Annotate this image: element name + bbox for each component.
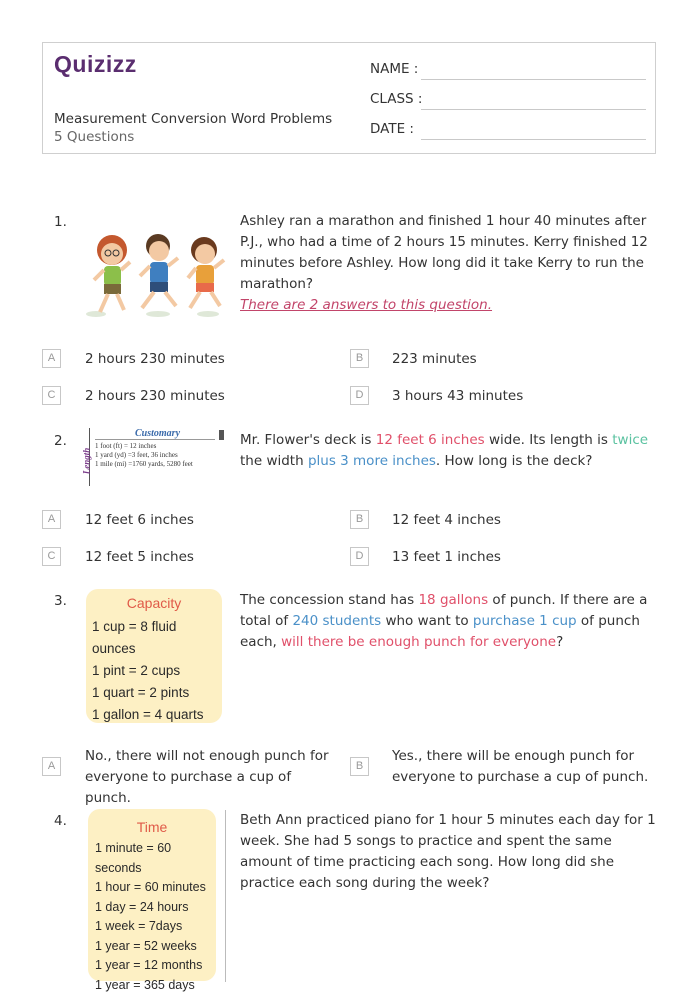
conversion-line: 1 mile (mi) =1760 yards, 5280 feet bbox=[95, 460, 193, 469]
capacity-conversions bbox=[86, 616, 222, 726]
length-conversions bbox=[95, 442, 193, 469]
quizizz-logo: Quizizz bbox=[54, 51, 137, 78]
option-letter-a[interactable]: A bbox=[42, 510, 61, 529]
option-letter-b[interactable]: B bbox=[350, 349, 369, 368]
option-text[interactable]: 13 feet 1 inches bbox=[392, 547, 501, 568]
conversion-line: 1 quart = 2 pints bbox=[92, 682, 222, 704]
option-letter-a[interactable]: A bbox=[42, 349, 61, 368]
pencil-icon bbox=[219, 430, 224, 440]
option-letter-c[interactable]: C bbox=[42, 386, 61, 405]
q2-text-3: wide. Its length is bbox=[485, 432, 613, 448]
time-conversions bbox=[88, 839, 216, 995]
q3-text-3: who want to bbox=[381, 613, 473, 629]
date-field[interactable] bbox=[421, 139, 646, 140]
conversion-line: 1 year = 365 days bbox=[95, 976, 216, 995]
highlight-twice: twice bbox=[612, 432, 648, 448]
conversion-line: 1 year = 52 weeks bbox=[95, 937, 216, 957]
conversion-line: 1 cup = 8 fluid ounces bbox=[92, 616, 222, 660]
option-letter-d[interactable]: D bbox=[350, 547, 369, 566]
date-label: DATE : bbox=[370, 121, 414, 137]
conversion-line: 1 week = 7days bbox=[95, 917, 216, 937]
question-text bbox=[240, 590, 660, 653]
customary-length-chart bbox=[85, 428, 231, 488]
question-text bbox=[240, 211, 660, 316]
running-kids-illustration bbox=[80, 210, 230, 322]
time-title: Time bbox=[88, 819, 216, 835]
capacity-card bbox=[86, 589, 222, 723]
time-card bbox=[88, 809, 216, 981]
question-text: Beth Ann practiced piano for 1 hour 5 minutes each day for 1 week. She had 5 songs to practice and spent the same amount of time practicing each song. How long did she practice each song during the week? bbox=[240, 810, 660, 894]
option-text[interactable]: 3 hours 43 minutes bbox=[392, 386, 523, 407]
conversion-line: 1 year = 12 months bbox=[95, 956, 216, 976]
question-number: 2. bbox=[54, 433, 67, 449]
name-label: NAME : bbox=[370, 61, 418, 77]
option-letter-d[interactable]: D bbox=[350, 386, 369, 405]
option-text[interactable] bbox=[85, 746, 340, 809]
highlight-plus-3: plus 3 more inches bbox=[308, 453, 436, 469]
conversion-line: 1 foot (ft) = 12 inches bbox=[95, 442, 193, 451]
option-line: everyone to purchase a cup of punch. bbox=[85, 767, 340, 809]
worksheet-title: Measurement Conversion Word Problems bbox=[54, 111, 332, 127]
option-letter-a[interactable]: A bbox=[42, 757, 61, 776]
question-number: 3. bbox=[54, 593, 67, 609]
image-divider bbox=[225, 810, 226, 982]
conversion-line: 1 gallon = 4 quarts bbox=[92, 704, 222, 726]
highlight-6-inches: 6 inches bbox=[428, 432, 485, 448]
option-text[interactable]: 12 feet 6 inches bbox=[85, 510, 194, 531]
question-count: 5 Questions bbox=[54, 129, 134, 145]
worksheet-header bbox=[42, 42, 656, 154]
name-field[interactable] bbox=[421, 79, 646, 80]
option-letter-b[interactable]: B bbox=[350, 757, 369, 776]
conversion-line: 1 pint = 2 cups bbox=[92, 660, 222, 682]
question-body: Ashley ran a marathon and finished 1 hour 40 minutes after P.J., who had a time of 2 hours 15 minutes. Kerry finished 12 minutes before Ashley. How long did it take Kerry to run the marathon? bbox=[240, 213, 648, 292]
option-text[interactable] bbox=[392, 746, 662, 788]
option-line: Yes., there will be enough punch for bbox=[392, 746, 662, 767]
option-letter-c[interactable]: C bbox=[42, 547, 61, 566]
option-text[interactable]: 223 minutes bbox=[392, 349, 477, 370]
q3-text-1: The concession stand has bbox=[240, 592, 418, 608]
chart-rule bbox=[95, 439, 215, 440]
class-field[interactable] bbox=[421, 109, 646, 110]
q2-text-4: the width bbox=[240, 453, 308, 469]
multiple-answers-note: There are 2 answers to this question. bbox=[240, 297, 492, 313]
q2-text-5: . How long is the deck? bbox=[436, 453, 593, 469]
highlight-enough-punch: will there be enough punch for everyone bbox=[281, 634, 556, 650]
question-number: 1. bbox=[54, 214, 67, 230]
customary-title: Customary bbox=[135, 428, 180, 439]
q3-text-2: of punch. If there are a total of bbox=[240, 592, 647, 629]
option-text[interactable]: 2 hours 230 minutes bbox=[85, 386, 225, 407]
option-line: everyone to purchase a cup of punch. bbox=[392, 767, 662, 788]
q3-text-5: ? bbox=[556, 634, 563, 650]
conversion-line: 1 minute = 60 seconds bbox=[95, 839, 216, 878]
question-text bbox=[240, 430, 660, 472]
q2-text-1: Mr. Flower's deck is bbox=[240, 432, 376, 448]
option-text[interactable]: 2 hours 230 minutes bbox=[85, 349, 225, 370]
class-label: CLASS : bbox=[370, 91, 422, 107]
option-text[interactable]: 12 feet 4 inches bbox=[392, 510, 501, 531]
highlight-18-gallons: 18 gallons bbox=[418, 592, 488, 608]
option-line: No., there will not enough punch for bbox=[85, 746, 340, 767]
highlight-240-students: 240 students bbox=[292, 613, 381, 629]
option-text[interactable]: 12 feet 5 inches bbox=[85, 547, 194, 568]
capacity-title: Capacity bbox=[86, 595, 222, 611]
q3-text-4: of punch each, bbox=[240, 613, 640, 650]
highlight-12-feet: 12 feet bbox=[376, 432, 424, 448]
length-side-label: Length bbox=[81, 448, 91, 475]
conversion-line: 1 yard (yd) =3 feet, 36 inches bbox=[95, 451, 193, 460]
conversion-line: 1 hour = 60 minutes bbox=[95, 878, 216, 898]
conversion-line: 1 day = 24 hours bbox=[95, 898, 216, 918]
highlight-purchase-1-cup: purchase 1 cup bbox=[473, 613, 577, 629]
question-number: 4. bbox=[54, 813, 67, 829]
option-letter-b[interactable]: B bbox=[350, 510, 369, 529]
